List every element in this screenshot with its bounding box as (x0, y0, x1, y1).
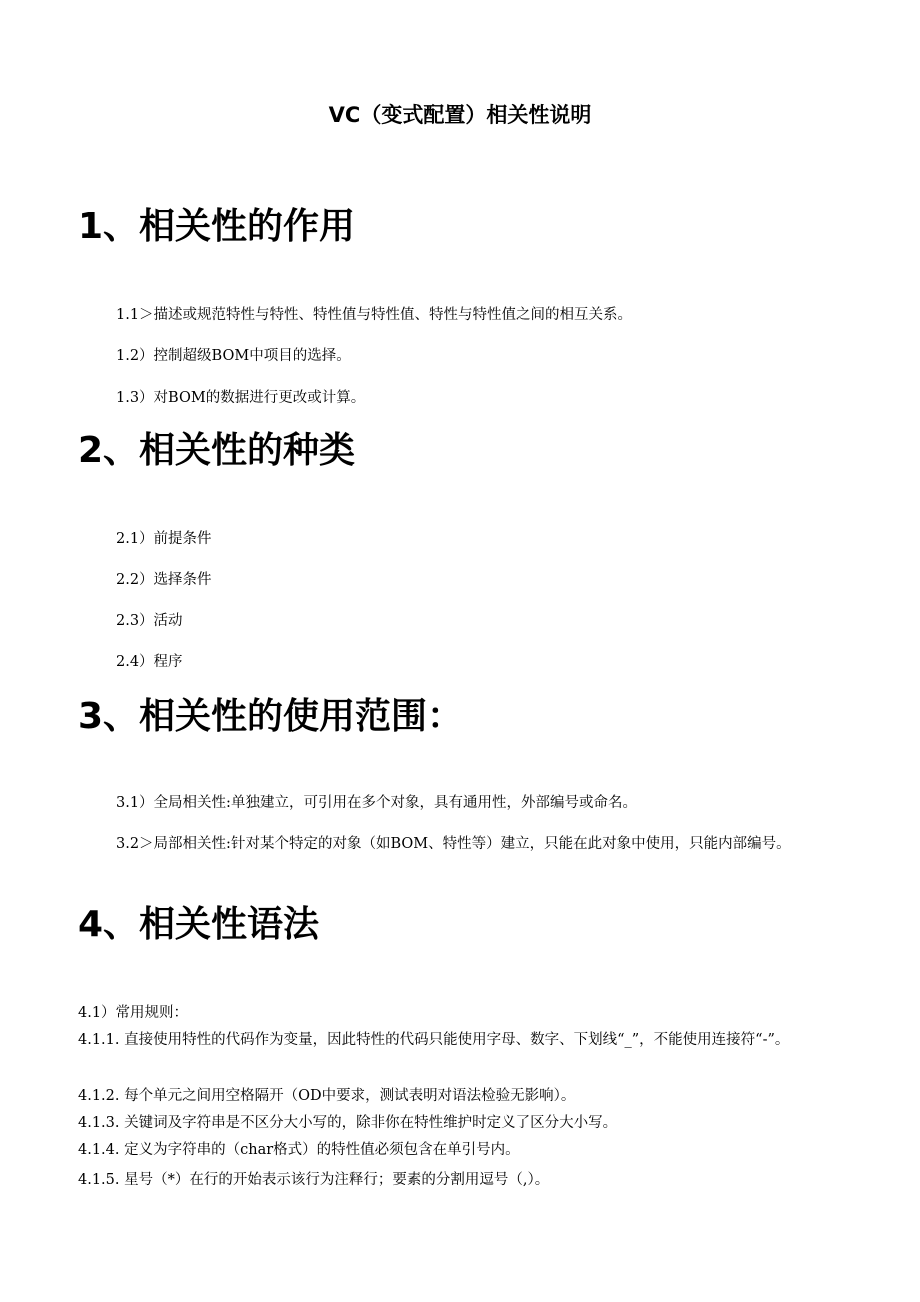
list-item: 3.2＞局部相关性:针对某个特定的对象（如BOM、特性等）建立，只能在此对象中使用，只能内部编号。 (116, 836, 791, 852)
list-item: 4.1.2. 每个单元之间用空格隔开（OD中要求，测试表明对语法检验无影响）。 (78, 1088, 576, 1104)
list-item: 4.1.3. 关键词及字符串是不区分大小写的，除非你在特性维护时定义了区分大小写。 (78, 1115, 618, 1131)
section-heading-3: 3、相关性的使用范围： (78, 696, 464, 737)
list-item: 4.1.1. 直接使用特性的代码作为变量，因此特性的代码只能使用字母、数字、下划线“_”，不能使用连接符“-”。 (78, 1032, 790, 1048)
section-heading-2: 2、相关性的种类 (78, 430, 356, 471)
list-item: 4.1.5. 星号（*）在行的开始表示该行为注释行；要素的分割用逗号（,）。 (78, 1172, 550, 1188)
list-item: 1.3）对BOM的数据进行更改或计算。 (116, 390, 366, 406)
list-item: 4.1）常用规则： (78, 1005, 189, 1021)
section-heading-1: 1、相关性的作用 (78, 206, 356, 247)
list-item: 4.1.4. 定义为字符串的（char格式）的特性值必须包含在单引号内。 (78, 1142, 520, 1158)
document-title: VC（变式配置）相关性说明 (328, 103, 592, 127)
list-item: 2.2）选择条件 (116, 572, 212, 588)
list-item: 2.4）程序 (116, 654, 183, 670)
list-item: 1.2）控制超级BOM中项目的选择。 (116, 348, 351, 364)
list-item: 1.1＞描述或规范特性与特性、特性值与特性值、特性与特性值之间的相互关系。 (116, 307, 633, 323)
section-heading-4: 4、相关性语法 (78, 904, 320, 945)
list-item: 2.1）前提条件 (116, 531, 212, 547)
list-item: 2.3）活动 (116, 613, 183, 629)
list-item: 3.1）全局相关性:单独建立，可引用在多个对象，具有通用性，外部编号或命名。 (116, 795, 637, 811)
